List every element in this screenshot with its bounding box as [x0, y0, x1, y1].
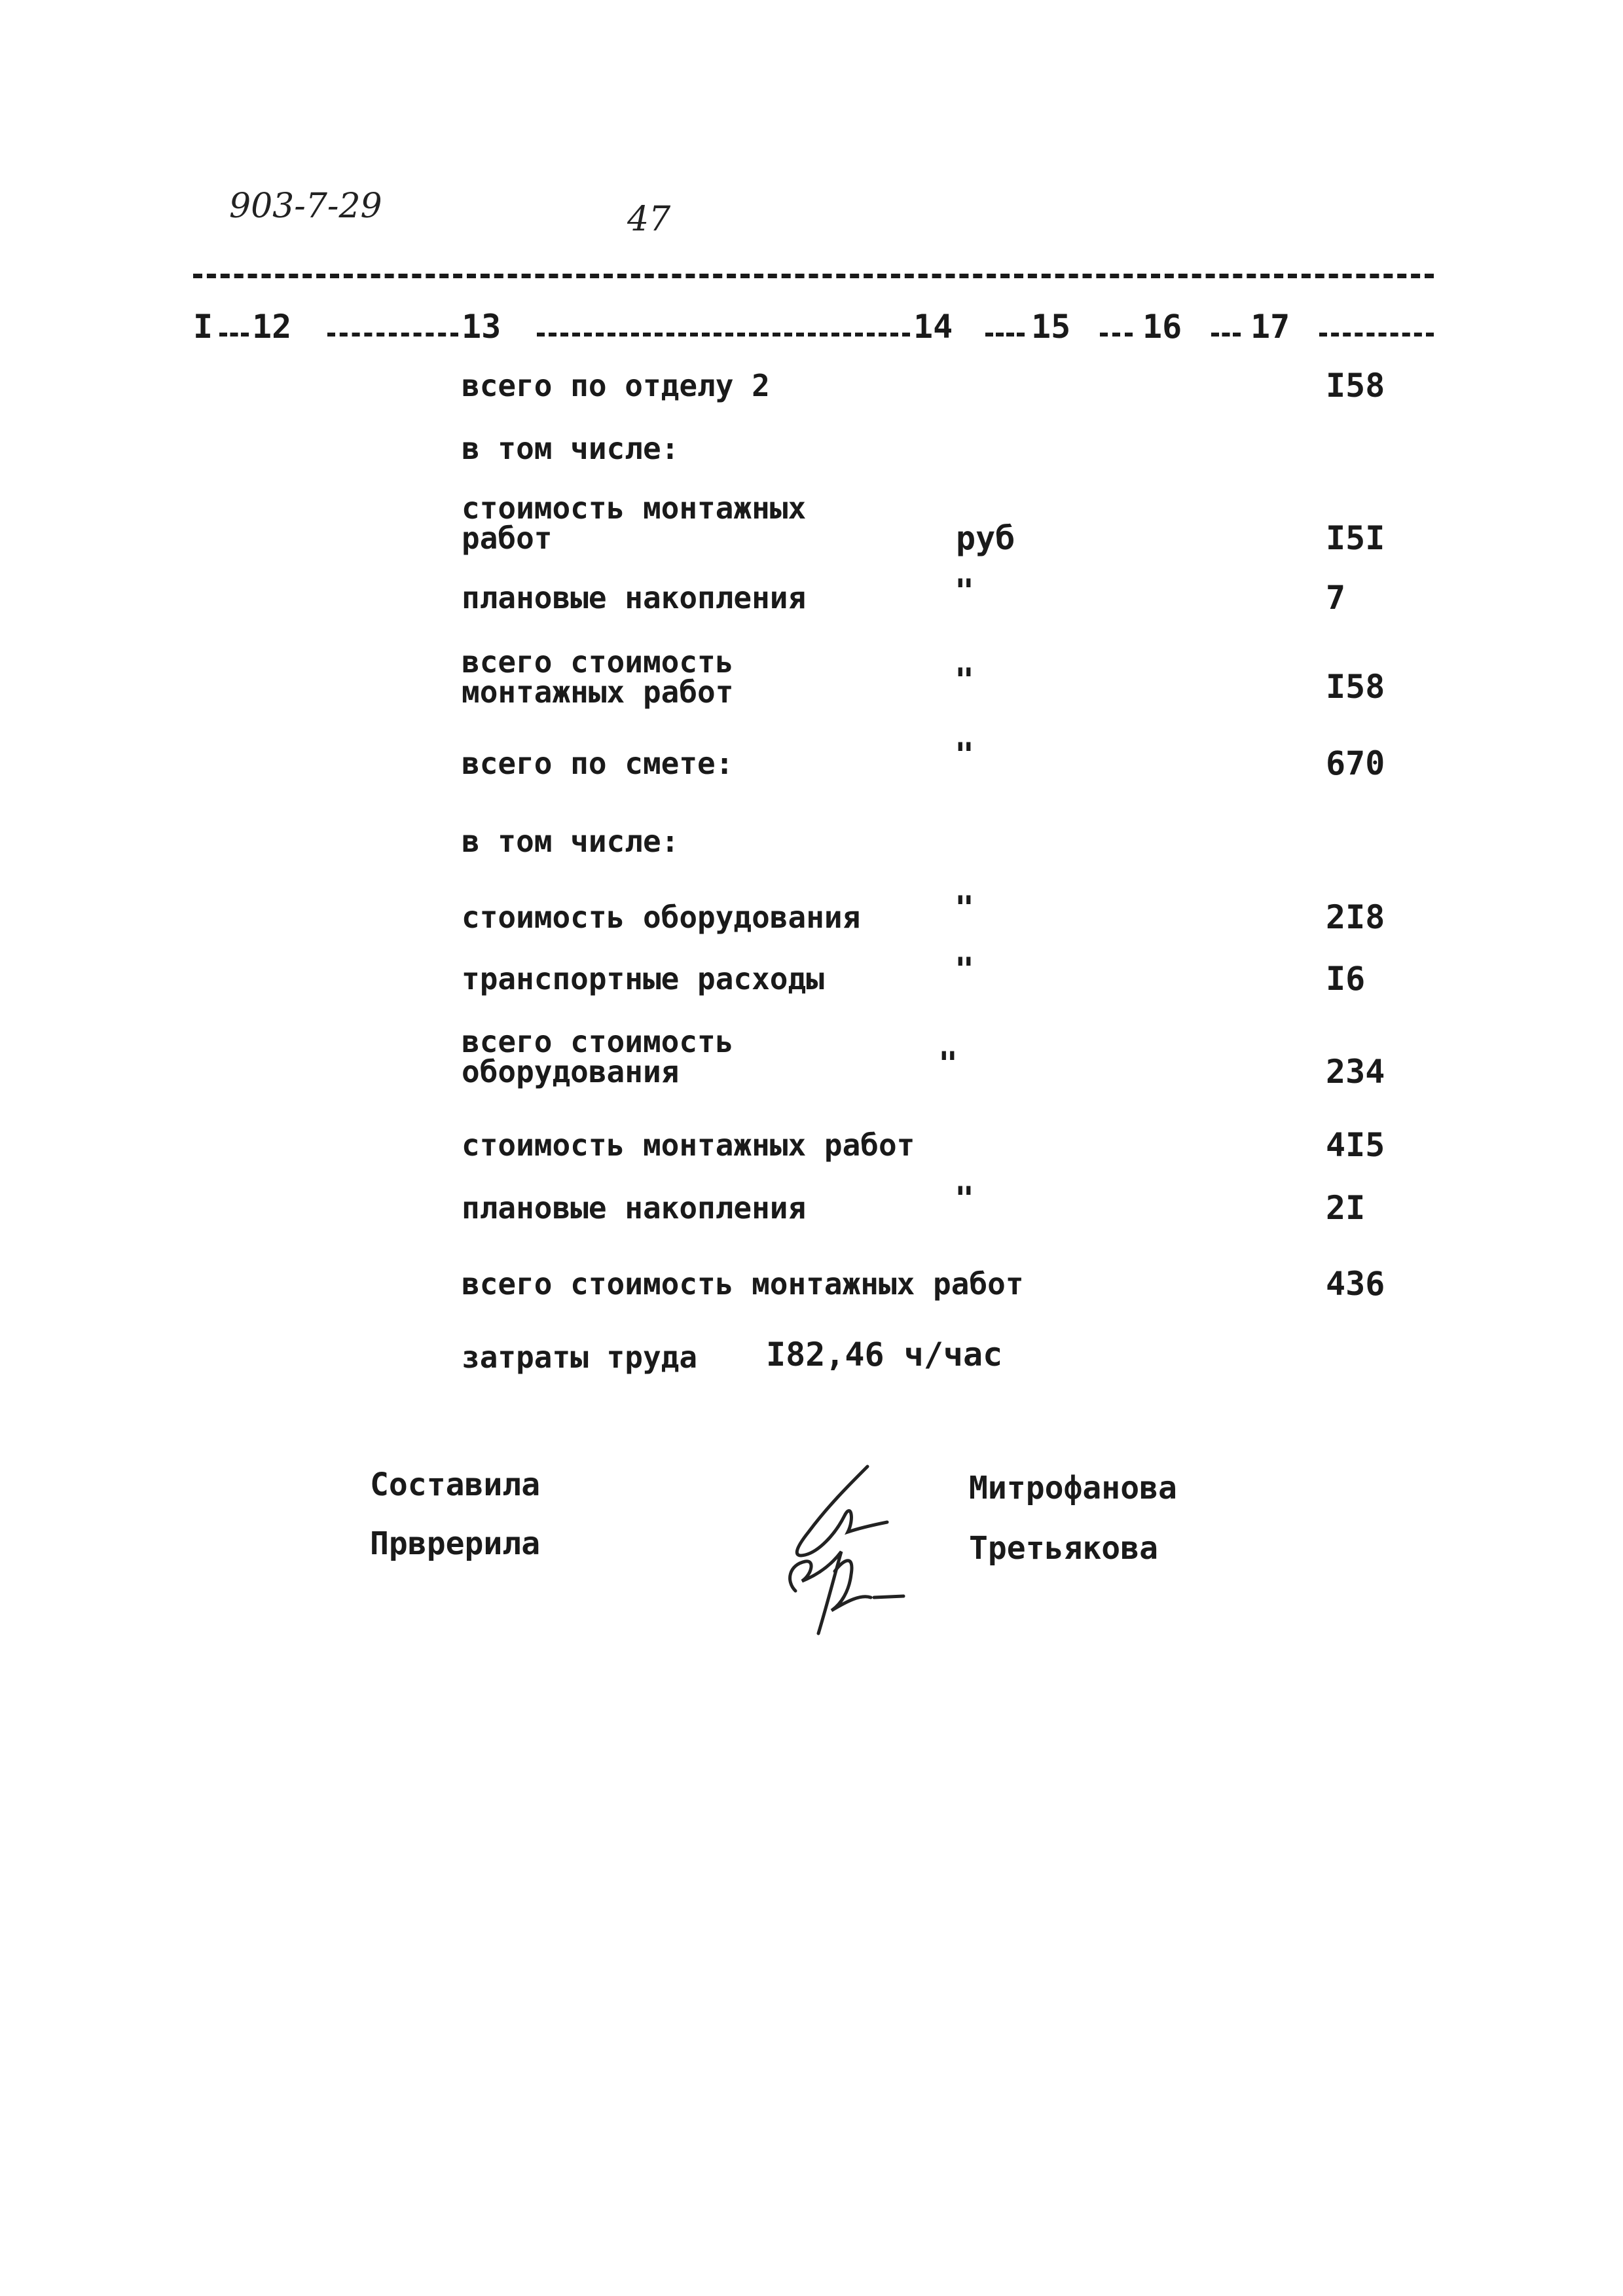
row-value: 2I — [1326, 1189, 1366, 1227]
document-code: 903-7-29 — [229, 187, 382, 226]
column-number: 12 — [252, 308, 292, 346]
row-label: транспортные расходы — [462, 961, 824, 996]
row-unit: " — [955, 661, 975, 699]
handwritten-signature — [756, 1460, 926, 1643]
column-dash — [1211, 333, 1241, 337]
page-number: 47 — [627, 200, 671, 239]
row-value: 2I8 — [1326, 898, 1385, 936]
row-value: 234 — [1326, 1053, 1385, 1091]
column-dash — [219, 333, 249, 337]
compiled-by-name: Митрофанова — [969, 1470, 1177, 1506]
checked-by-name: Третьякова — [969, 1530, 1158, 1567]
column-dash — [537, 333, 910, 337]
row-value: 670 — [1326, 744, 1385, 782]
row-value: I6 — [1326, 960, 1366, 998]
row-label: стоимость монтажных — [462, 490, 807, 526]
row-label: всего стоимость — [462, 1024, 734, 1059]
labor-value: I82,46 ч/час — [766, 1336, 1003, 1374]
row-label-continued: монтажных работ — [462, 674, 734, 710]
row-unit: " — [955, 889, 975, 927]
row-unit: " — [938, 1045, 958, 1083]
row-value: I5I — [1326, 519, 1385, 557]
row-label: плановые накопления — [462, 580, 807, 615]
column-dash — [1100, 333, 1133, 337]
compiled-by-label: Составила — [370, 1467, 541, 1503]
column-dash — [327, 333, 458, 337]
row-label: стоимость монтажных работ — [462, 1127, 915, 1163]
row-value: 4I5 — [1326, 1126, 1385, 1164]
column-number: 17 — [1250, 308, 1290, 346]
top-dashed-rule — [193, 274, 1434, 278]
column-number: 14 — [913, 308, 953, 346]
column-number: I — [193, 308, 213, 346]
row-unit: руб — [956, 519, 1015, 557]
row-value: 7 — [1326, 579, 1346, 617]
row-unit: " — [955, 951, 975, 989]
row-label: всего стоимость — [462, 644, 734, 680]
row-label: в том числе: — [462, 824, 680, 859]
row-value: 436 — [1326, 1265, 1385, 1303]
row-label: всего по смете: — [462, 746, 734, 781]
row-label-continued: работ — [462, 520, 553, 556]
row-unit: " — [955, 1180, 975, 1218]
row-label: всего стоимость монтажных работ — [462, 1266, 1024, 1302]
row-unit: " — [955, 572, 975, 610]
column-number: 15 — [1031, 308, 1071, 346]
row-label-continued: оборудования — [462, 1054, 680, 1089]
labor-label: затраты труда — [462, 1339, 698, 1375]
column-dash — [1319, 333, 1434, 337]
row-value: I58 — [1326, 668, 1385, 706]
checked-by-label: Прврерила — [370, 1525, 541, 1562]
row-label: в том числе: — [462, 431, 680, 466]
row-value: I58 — [1326, 367, 1385, 405]
row-unit: " — [955, 736, 975, 774]
row-label: всего по отделу 2 — [462, 368, 770, 403]
column-number: 16 — [1142, 308, 1182, 346]
column-number: 13 — [462, 308, 501, 346]
column-dash — [985, 333, 1025, 337]
row-label: плановые накопления — [462, 1190, 807, 1226]
row-label: стоимость оборудования — [462, 900, 861, 935]
